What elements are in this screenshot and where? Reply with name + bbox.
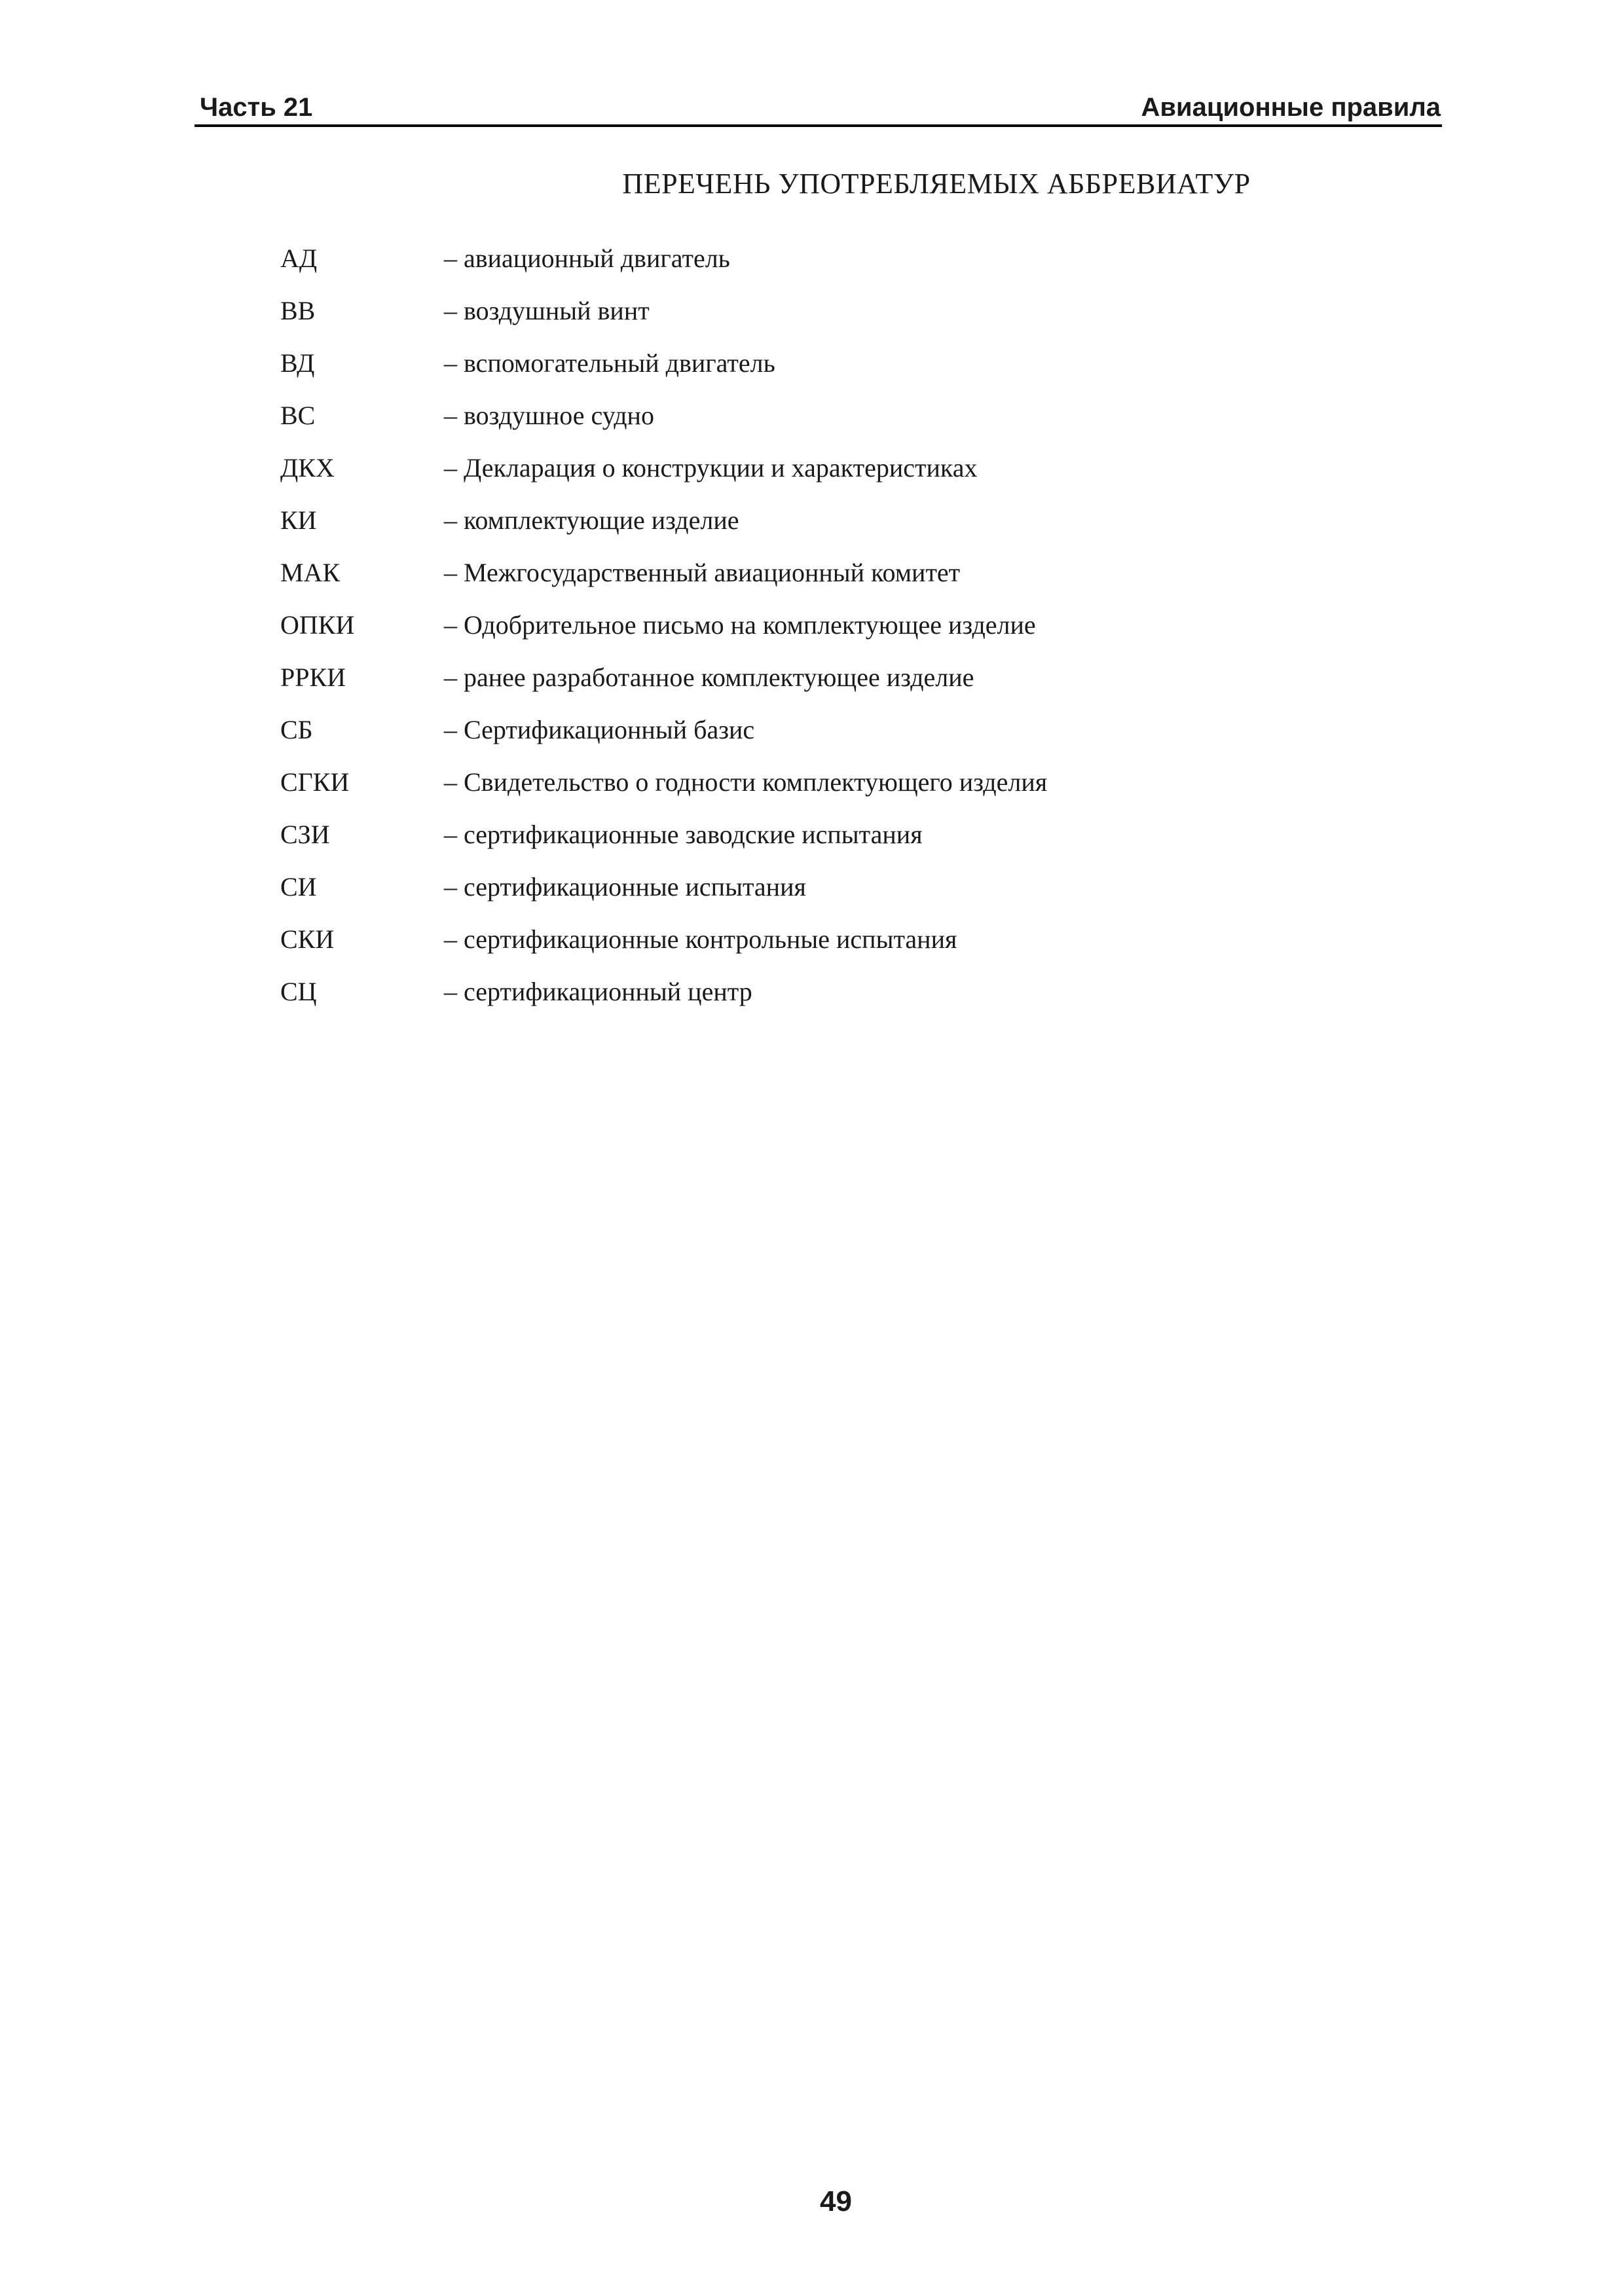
abbreviation-row bbox=[280, 756, 1047, 809]
abbreviation-row bbox=[280, 651, 1047, 704]
page-title: ПЕРЕЧЕНЬ УПОТРЕБЛЯЕМЫХ АББРЕВИАТУР bbox=[622, 168, 1251, 200]
abbreviation-term: СБ bbox=[280, 715, 313, 744]
running-header bbox=[194, 90, 1442, 127]
abbreviation-definition: – Декларация о конструкции и характеристиках bbox=[444, 453, 978, 483]
abbreviation-term: СИ bbox=[280, 872, 317, 902]
abbreviation-term: АД bbox=[280, 244, 318, 273]
abbreviation-definition: – сертификационные заводские испытания bbox=[444, 820, 923, 849]
abbreviation-term: СКИ bbox=[280, 924, 335, 954]
abbreviation-definition: – воздушный винт bbox=[444, 296, 650, 325]
abbreviation-term: РРКИ bbox=[280, 663, 346, 692]
abbreviation-list bbox=[280, 232, 1047, 1018]
abbreviation-definition: – Свидетельство о годности комплектующего изделия bbox=[444, 767, 1048, 797]
abbreviation-term: СГКИ bbox=[280, 767, 350, 797]
abbreviation-definition: – сертификационный центр bbox=[444, 977, 752, 1006]
abbreviation-row bbox=[280, 809, 1047, 861]
abbreviation-row bbox=[280, 337, 1047, 390]
abbreviation-term: ДКХ bbox=[280, 453, 335, 483]
page-number: 49 bbox=[820, 2185, 852, 2217]
abbreviation-term: ОПКИ bbox=[280, 610, 355, 640]
abbreviation-row bbox=[280, 232, 1047, 285]
header-part-label: Часть 21 bbox=[200, 93, 313, 122]
abbreviation-row bbox=[280, 390, 1047, 442]
abbreviation-term: ВД bbox=[280, 348, 315, 378]
abbreviation-row bbox=[280, 966, 1047, 1018]
abbreviation-term: МАК bbox=[280, 558, 341, 587]
abbreviation-definition: – воздушное судно bbox=[444, 401, 654, 430]
abbreviation-row bbox=[280, 861, 1047, 913]
abbreviation-definition: – Одобрительное письмо на комплектующее изделие bbox=[444, 610, 1036, 640]
abbreviation-definition: – Сертификационный базис bbox=[444, 715, 755, 744]
abbreviation-term: ВВ bbox=[280, 296, 316, 325]
abbreviation-definition: – ранее разработанное комплектующее изделие bbox=[444, 663, 974, 692]
abbreviation-row bbox=[280, 285, 1047, 337]
abbreviation-definition: – Межгосударственный авиационный комитет bbox=[444, 558, 961, 587]
abbreviation-row bbox=[280, 547, 1047, 599]
header-document-title: Авиационные правила bbox=[1141, 93, 1441, 122]
abbreviation-row bbox=[280, 913, 1047, 966]
abbreviation-definition: – вспомогательный двигатель bbox=[444, 348, 775, 378]
abbreviation-row bbox=[280, 442, 1047, 494]
abbreviation-definition: – комплектующие изделие bbox=[444, 505, 739, 535]
abbreviation-term: СЗИ bbox=[280, 820, 330, 849]
abbreviation-term: ВС bbox=[280, 401, 316, 430]
abbreviation-term: КИ bbox=[280, 505, 317, 535]
abbreviation-row bbox=[280, 599, 1047, 651]
abbreviation-definition: – авиационный двигатель bbox=[444, 244, 730, 273]
abbreviation-definition: – сертификационные контрольные испытания bbox=[444, 924, 957, 954]
abbreviation-term: СЦ bbox=[280, 977, 317, 1006]
abbreviation-row bbox=[280, 704, 1047, 756]
abbreviation-row bbox=[280, 494, 1047, 547]
abbreviation-definition: – сертификационные испытания bbox=[444, 872, 806, 902]
